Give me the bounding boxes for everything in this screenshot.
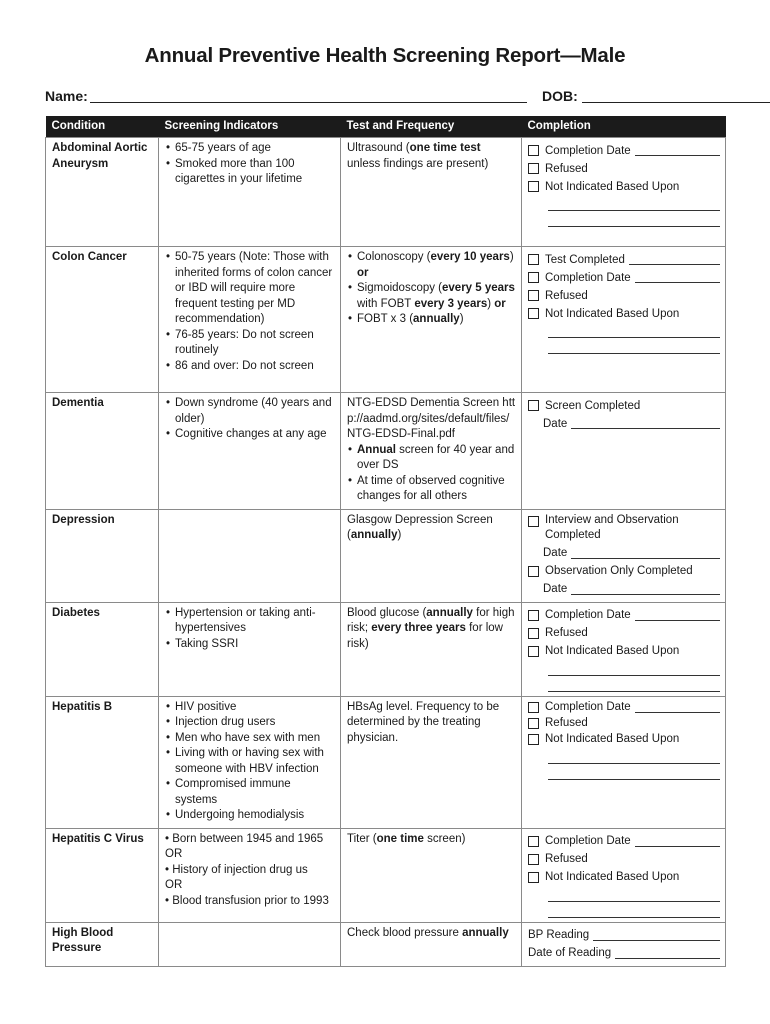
fill-line[interactable] xyxy=(548,195,720,211)
name-label: Name: xyxy=(45,88,88,104)
option-label: Test Completed xyxy=(545,253,625,266)
header-test-frequency: Test and Frequency xyxy=(341,116,522,138)
test-text: Colonoscopy ( xyxy=(357,251,431,263)
fill-line[interactable] xyxy=(548,748,720,764)
condition-name: Colon Cancer xyxy=(46,247,159,393)
test-text: ) xyxy=(459,313,464,325)
table-row xyxy=(46,509,726,602)
page-title: Annual Preventive Health Screening Report—Male xyxy=(144,44,626,67)
completion-option[interactable] xyxy=(528,868,720,886)
fill-line[interactable] xyxy=(593,939,720,941)
test-text: ) xyxy=(487,297,495,310)
fill-line[interactable] xyxy=(571,557,720,559)
test-text: Titer ( xyxy=(347,832,377,845)
bp-reading-field[interactable] xyxy=(528,926,720,944)
name-field[interactable] xyxy=(90,102,527,103)
dob-field[interactable] xyxy=(582,102,770,103)
checkbox[interactable] xyxy=(528,254,539,265)
option-label: Not Indicated Based Upon xyxy=(545,733,680,745)
option-label: Refused xyxy=(545,853,588,865)
test-text: screen for 40 year and over DS xyxy=(357,443,515,471)
option-label: Completion Date xyxy=(545,271,631,284)
checkbox[interactable] xyxy=(528,163,539,174)
fill-line[interactable] xyxy=(548,886,720,902)
fill-line[interactable] xyxy=(635,281,720,283)
screening-indicators xyxy=(159,602,341,696)
condition-name: Dementia xyxy=(46,393,159,510)
condition-name: Hepatitis B xyxy=(46,696,159,828)
or-label: OR xyxy=(165,879,183,891)
indicator-item: • 86 and over: Do not screen xyxy=(165,359,335,375)
completion-option[interactable] xyxy=(528,716,720,732)
test-frequency: HBsAg level. Frequency to be determined by the treating physician. xyxy=(341,696,522,828)
option-label: Date xyxy=(543,583,568,595)
test-item: • At time of observed cognitive changes for all others xyxy=(347,474,516,505)
screening-indicators xyxy=(159,247,341,393)
option-label: Refused xyxy=(545,627,588,639)
condition-name: High Blood Pressure xyxy=(46,922,159,966)
test-frequency-bold: one time test xyxy=(409,142,481,154)
header-screening-indicators: Screening Indicators xyxy=(159,116,341,138)
indicator-item: • 50-75 years (Note: Those with inherited forms of colon cancer or IBD will require more frequent testing per MD recommendation) xyxy=(165,250,335,328)
test-frequency-bold: every three years xyxy=(371,622,466,634)
checkbox[interactable] xyxy=(528,272,539,283)
completion-cell xyxy=(522,247,726,393)
table-row xyxy=(46,696,726,828)
option-label: Refused xyxy=(545,717,588,729)
test-text: NTG-EDSD Dementia Screen http://aadmd.org/sites/default/files/NTG-EDSD-Final.pdf xyxy=(347,397,516,440)
completion-cell xyxy=(522,602,726,696)
option-label: Completion Date xyxy=(545,701,631,713)
option-label: Not Indicated Based Upon xyxy=(545,645,680,657)
fill-line[interactable] xyxy=(548,764,720,780)
screening-indicators xyxy=(159,828,341,922)
fill-line[interactable] xyxy=(635,711,720,713)
completion-option[interactable] xyxy=(528,159,720,177)
completion-option[interactable] xyxy=(528,286,720,304)
checkbox[interactable] xyxy=(528,308,539,319)
test-text: Ultrasound ( xyxy=(347,142,410,154)
table-header-row xyxy=(46,116,726,138)
dob-label: DOB: xyxy=(542,88,578,104)
indicator-item: • History of injection drug us xyxy=(165,863,308,876)
indicator-item: • Cognitive changes at any age xyxy=(165,427,335,443)
test-item xyxy=(347,250,516,281)
table-row xyxy=(46,138,726,247)
indicator-item: • Hypertension or taking anti-hypertensives xyxy=(165,606,335,637)
checkbox[interactable] xyxy=(528,854,539,865)
screening-indicators xyxy=(159,393,341,510)
screening-table xyxy=(45,116,726,967)
fill-line[interactable] xyxy=(548,676,720,692)
indicator-item: • Living with or having sex with someone with HBV infection xyxy=(165,746,335,777)
indicator-item: • 76-85 years: Do not screen routinely xyxy=(165,328,335,359)
option-label: Refused xyxy=(545,289,588,302)
option-label: Completion Date xyxy=(545,835,631,847)
option-label: Refused xyxy=(545,162,588,175)
screening-indicators xyxy=(159,138,341,247)
test-frequency xyxy=(341,602,522,696)
checkbox[interactable] xyxy=(528,400,539,411)
test-item xyxy=(347,443,516,474)
checkbox[interactable] xyxy=(528,145,539,156)
completion-option[interactable] xyxy=(528,250,720,268)
test-frequency-bold: annually xyxy=(350,529,398,541)
fill-line[interactable] xyxy=(548,211,720,227)
test-frequency-bold: annually xyxy=(413,313,460,325)
checkbox[interactable] xyxy=(528,836,539,847)
option-label: Date of Reading xyxy=(528,947,612,959)
test-text: unless findings are present) xyxy=(347,157,489,170)
indicator-item: • 65-75 years of age xyxy=(165,141,335,157)
condition-name: Abdominal Aortic Aneurysm xyxy=(46,138,159,247)
test-frequency-bold: annually xyxy=(462,926,509,939)
completion-cell xyxy=(522,138,726,247)
indicator-item: • Down syndrome (40 years and older) xyxy=(165,396,335,427)
test-item xyxy=(347,312,516,328)
fill-line[interactable] xyxy=(635,845,720,847)
option-label: Not Indicated Based Upon xyxy=(545,307,680,320)
fill-line[interactable] xyxy=(615,957,720,959)
table-row xyxy=(46,828,726,922)
option-label: Not Indicated Based Upon xyxy=(545,871,680,883)
fill-line[interactable] xyxy=(571,427,720,429)
fill-line[interactable] xyxy=(548,660,720,676)
checkbox[interactable] xyxy=(528,702,539,713)
completion-cell xyxy=(522,393,726,510)
condition-name: Hepatitis C Virus xyxy=(46,828,159,922)
indicator-item: • Taking SSRI xyxy=(165,637,335,653)
checkbox[interactable] xyxy=(528,566,539,577)
date-of-reading-field[interactable] xyxy=(528,944,720,962)
screening-indicators xyxy=(159,696,341,828)
fill-line[interactable] xyxy=(629,263,720,265)
completion-option[interactable] xyxy=(528,141,720,159)
fill-line[interactable] xyxy=(548,902,720,918)
option-label: Observation Only Completed xyxy=(545,565,693,577)
option-label: Completion Date xyxy=(545,144,631,157)
test-text: ) xyxy=(397,529,402,541)
option-label: BP Reading xyxy=(528,929,590,941)
completion-option[interactable] xyxy=(528,177,720,195)
indicator-item: • Smoked more than 100 cigarettes in your lifetime xyxy=(165,157,335,188)
test-frequency-bold: one time xyxy=(376,832,424,845)
screening-indicators xyxy=(159,922,341,966)
completion-cell xyxy=(522,509,726,602)
completion-cell xyxy=(522,828,726,922)
test-text: Glasgow Depression Screen xyxy=(347,513,493,526)
option-label: Not Indicated Based Upon xyxy=(545,180,680,193)
test-text xyxy=(347,528,516,544)
completion-option[interactable] xyxy=(528,850,720,868)
or-label: or xyxy=(494,297,506,310)
patient-info-row xyxy=(45,88,725,106)
option-label: Interview and Observation Completed xyxy=(545,513,679,541)
completion-option[interactable] xyxy=(528,624,720,642)
indicator-item: • Blood transfusion prior to 1993 xyxy=(165,894,329,907)
test-frequency xyxy=(341,922,522,966)
table-row xyxy=(46,602,726,696)
test-text: Blood glucose ( xyxy=(347,606,427,619)
completion-option[interactable] xyxy=(528,642,720,660)
completion-option[interactable] xyxy=(528,304,720,322)
checkbox[interactable] xyxy=(528,734,539,745)
date-field[interactable] xyxy=(528,414,720,432)
header-condition: Condition xyxy=(46,116,159,138)
screening-indicators xyxy=(159,509,341,602)
test-frequency xyxy=(341,509,522,602)
test-text: ) xyxy=(509,251,514,263)
date-field[interactable] xyxy=(528,544,720,562)
completion-option[interactable] xyxy=(528,562,720,580)
checkbox[interactable] xyxy=(528,516,539,527)
or-label: OR xyxy=(165,848,183,860)
completion-option[interactable] xyxy=(528,268,720,286)
test-frequency-bold: every 10 years xyxy=(430,251,510,263)
date-field[interactable] xyxy=(528,580,720,598)
completion-option[interactable] xyxy=(528,396,720,414)
test-text: Sigmoidoscopy ( xyxy=(357,282,443,294)
table-row xyxy=(46,247,726,393)
indicator-item: • Injection drug users xyxy=(165,715,335,731)
completion-option[interactable] xyxy=(528,606,720,624)
completion-option[interactable] xyxy=(528,832,720,850)
indicator-item: • Undergoing hemodialysis xyxy=(165,808,335,824)
condition-name: Diabetes xyxy=(46,602,159,696)
test-text: Check blood pressure xyxy=(347,926,463,939)
test-text: screen) xyxy=(423,832,466,845)
completion-option[interactable] xyxy=(528,732,720,748)
test-frequency-bold: every 3 years xyxy=(414,297,488,310)
test-frequency xyxy=(341,393,522,510)
completion-cell xyxy=(522,696,726,828)
table-row xyxy=(46,922,726,966)
checkbox[interactable] xyxy=(528,718,539,729)
fill-line[interactable] xyxy=(635,619,720,621)
test-text: for high risk; xyxy=(347,606,515,634)
option-label: Screen Completed xyxy=(545,399,641,412)
checkbox[interactable] xyxy=(528,646,539,657)
checkbox[interactable] xyxy=(528,872,539,883)
checkbox[interactable] xyxy=(528,628,539,639)
completion-option[interactable] xyxy=(528,513,720,544)
test-text: FOBT x 3 ( xyxy=(357,313,414,325)
checkbox[interactable] xyxy=(528,290,539,301)
indicator-item: • Men who have sex with men xyxy=(165,731,335,747)
completion-option[interactable] xyxy=(528,700,720,716)
option-label: Date xyxy=(543,417,568,430)
condition-name: Depression xyxy=(46,509,159,602)
test-frequency-bold: Annual xyxy=(357,443,396,456)
fill-line[interactable] xyxy=(635,154,720,156)
completion-cell xyxy=(522,922,726,966)
test-text: for low risk) xyxy=(347,622,503,650)
table-row xyxy=(46,393,726,510)
option-label: Date xyxy=(543,547,568,559)
or-label: or xyxy=(357,266,369,279)
indicator-item: • HIV positive xyxy=(165,700,335,716)
indicator-item: • Born between 1945 and 1965 xyxy=(165,832,324,845)
checkbox[interactable] xyxy=(528,181,539,192)
fill-line[interactable] xyxy=(548,322,720,338)
checkbox[interactable] xyxy=(528,610,539,621)
test-frequency xyxy=(341,138,522,247)
test-item xyxy=(347,281,516,312)
test-frequency xyxy=(341,247,522,393)
fill-line[interactable] xyxy=(548,338,720,354)
test-text: with FOBT xyxy=(357,297,415,310)
test-frequency xyxy=(341,828,522,922)
option-label: Completion Date xyxy=(545,609,631,621)
test-text: ( xyxy=(347,529,351,541)
header-completion: Completion xyxy=(522,116,726,138)
test-frequency-bold: every 5 years xyxy=(442,282,515,294)
test-frequency-bold: annually xyxy=(426,606,473,619)
fill-line[interactable] xyxy=(571,593,720,595)
indicator-item: • Compromised immune systems xyxy=(165,777,335,808)
